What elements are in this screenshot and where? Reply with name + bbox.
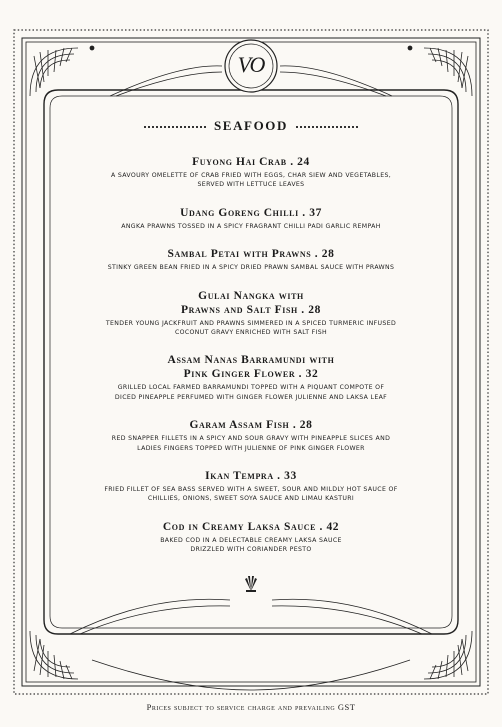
item-description: GRILLED LOCAL FARMED BARRAMUNDI TOPPED WITH A PIQUANT COMPOTE OF DICED PINEAPPLE PERFUMED WITH GINGER FLOWER JULIENNE AND LAKSA LEAF: [114, 384, 388, 401]
item-description: TENDER YOUNG JACKFRUIT AND PRAWNS SIMMERED IN A SPICED TURMERIC INFUSED COCONUT GRAVY ENRICHED WITH SALT FISH: [105, 319, 397, 337]
item-name: Garam Assam Fish . 28: [189, 419, 313, 432]
bottom-arch-ornament: [70, 599, 432, 690]
item-name: Gulai Nangka with Prawns and Salt Fish . 28: [181, 289, 321, 316]
menu-item: [70, 418, 432, 453]
price-footnote: Prices subject to service charge and prevailing GST: [146, 702, 356, 712]
section-title: SEAFOOD: [213, 118, 289, 133]
menu-item: [70, 247, 432, 272]
corner-fan-top-left: [30, 46, 94, 96]
menu-content: [70, 118, 432, 571]
dotted-rule-right: [296, 126, 358, 128]
item-description: RED SNAPPER FILLETS IN A SPICY AND SOUR GRAVY WITH PINEAPPLE SLICES AND LADIES FINGERS TOPPED WITH JULIENNE OF PINK GINGER FLOWER: [111, 435, 391, 452]
fan-ornament-icon: [241, 573, 261, 593]
item-name: Sambal Petai with Prawns . 28: [167, 248, 335, 261]
logo-monogram: VO: [237, 52, 265, 77]
dotted-rule-left: [144, 126, 206, 128]
item-name: Cod in Creamy Laksa Sauce . 42: [162, 520, 340, 533]
item-description: FRIED FILLET OF SEA BASS SERVED WITH A SWEET, SOUR AND MILDLY HOT SAUCE OF CHILLIES, ONIONS, SWEET SOYA SAUCE AND LIMAU KASTURI: [104, 486, 398, 503]
menu-item: [70, 469, 432, 504]
corner-fan-top-right: [408, 46, 472, 96]
item-name: Assam Nanas Barramundi with Pink Ginger Flower . 32: [167, 354, 335, 381]
section-heading: [70, 118, 432, 134]
menu-item: [70, 520, 432, 555]
item-name: Fuyong Hai Crab . 24: [192, 156, 310, 168]
item-description: STINKY GREEN BEAN FRIED IN A SPICY DRIED PRAWN SAMBAL SAUCE WITH PRAWNS: [107, 264, 395, 272]
item-description: BAKED COD IN A DELECTABLE CREAMY LAKSA SAUCE DRIZZLED WITH CORIANDER PESTO: [160, 536, 342, 554]
menu-item: [70, 289, 432, 338]
menu-item: [70, 206, 432, 231]
corner-fan-bottom-right: [424, 631, 472, 679]
item-name: Ikan Tempra . 33: [205, 470, 297, 483]
item-description: A SAVOURY OMELETTE OF CRAB FRIED WITH EGGS, CHAR SIEW AND VEGETABLES, SERVED WITH LETTUCE LEAVES: [110, 172, 392, 189]
item-name: Udang Goreng Chilli . 37: [180, 206, 322, 219]
item-description: ANGKA PRAWNS TOSSED IN A SPICY FRAGRANT CHILLI PADI GARLIC REMPAH: [121, 222, 381, 230]
menu-item: [70, 353, 432, 402]
menu-item: [70, 155, 432, 190]
corner-fan-bottom-left: [30, 631, 78, 679]
